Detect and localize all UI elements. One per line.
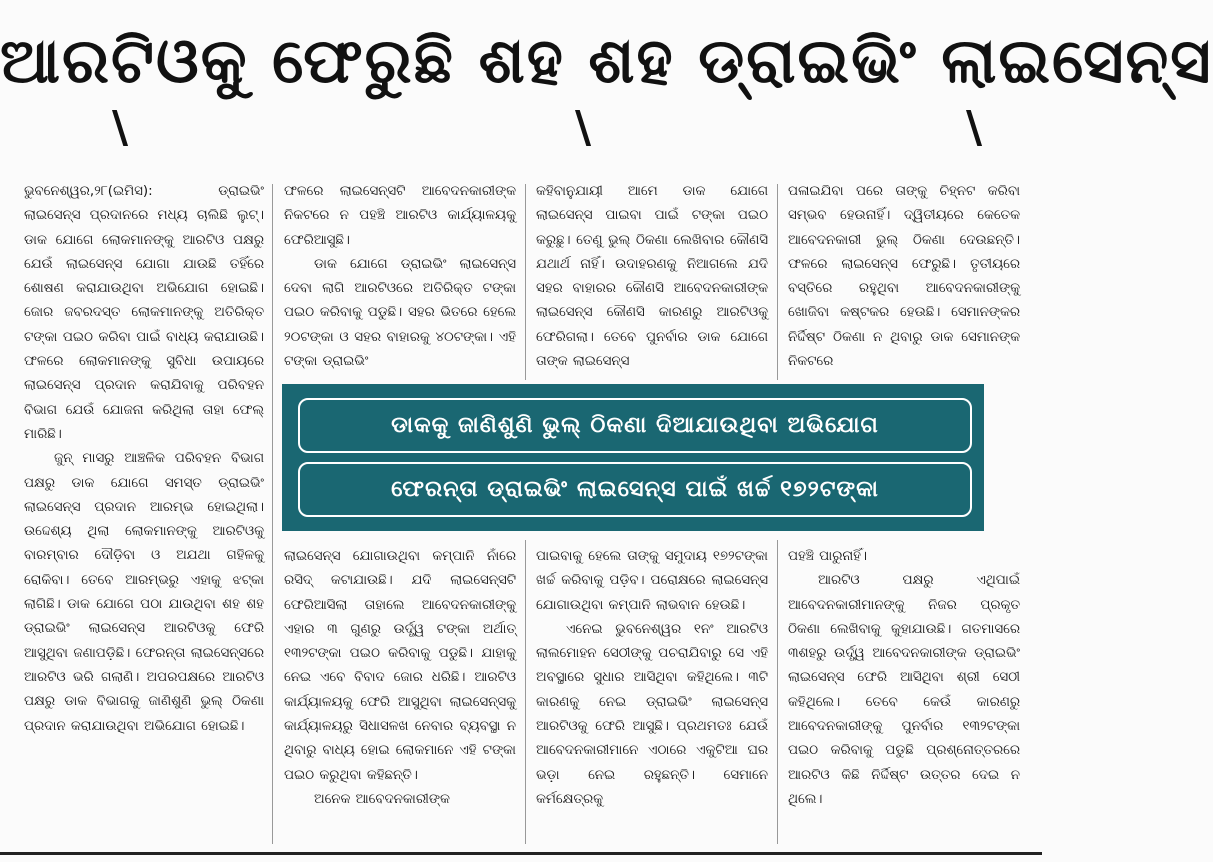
paragraph: ଏନେଇ ଭୁବନେଶ୍ୱର ୧ନଂ ଆରଟିଓ ଲାଲମୋହନ ସେଠୀଙ୍କୁ ପଚରାଯିବାରୁ ସେ ଏହି ଅବସ୍ଥାରେ ସୁଧାର ଆସିଥିବା କହିଥିଲେ। ୩ଟି କାରଣକୁ ନେଇ ଡ୍ରାଇଭିଂ ଲାଇସେନ୍ସ ଆରଟିଓକୁ ଫେରି ଆସୁଛି। ପ୍ରଥମତଃ ଯେଉଁ ଆବେଦନକାରୀମାନେ ଏଠାରେ ଏକୁଟିଆ ଘର ଭଡ଼ା ନେଇ ରହୁଛନ୍ତି। ସେମାନେ କର୍ମକ୍ଷେତ୍ରକୁ [536, 621, 768, 807]
paragraph: ଡାକ ଯୋଗେ ଡ୍ରାଇଭିଂ ଲାଇସେନ୍ସ ଦେବା ଲାଗି ଆରଟିଓରେ ଅତିରିକ୍ତ ଟଙ୍କା ପଇଠ କରିବାକୁ ପଡୁଛି। ସହର ଭିତରେ ହେଲେ ୨୦ଟଙ୍କା ଓ ସହର ବାହାରକୁ ୪୦ଟଙ୍କା। ଏହି ଟଙ୍କା ଡ୍ରାଇଭିଂ [284, 256, 516, 370]
paragraph: ପହଞ୍ଚି ପାରୁନାହିଁ। [788, 549, 867, 564]
column-rule-2 [525, 184, 526, 380]
column-rule-1 [272, 184, 273, 844]
banner-line-1: ଡାକକୁ ଜାଣିଶୁଣି ଭୁଲ୍ ଠିକଣା ଦିଆଯାଉଥିବା ଅଭିଯୋଗ [298, 398, 972, 453]
headline-decoration-left: \ [112, 102, 129, 153]
column-rule-3 [777, 184, 778, 380]
column-rule-3-lower [777, 540, 778, 844]
headline-decoration-right: \ [966, 102, 983, 153]
article-column-1 [24, 180, 264, 850]
paragraph: ଫଳରେ ଲାଇସେନ୍ସଟି ଆବେଦନକାରୀଙ୍କ ନିକଟରେ ନ ପହଞ୍ଚି ଆରଟିଓ କାର୍ଯ୍ୟାଳୟକୁ ଫେରିଆସୁଛି। [284, 184, 516, 248]
paragraph: ଭୁବନେଶ୍ୱର,୨୮(ଇମିସ): ଡ୍ରାଇଭିଂ ଲାଇସେନ୍ସ ପ୍ରଦାନରେ ମଧ୍ୟ ଚାଲିଛି ଲୁଟ୍। ଡାକ ଯୋଗେ ଲୋକମାନଙ୍କୁ ଆରଟିଓ ପକ୍ଷରୁ ଯେଉଁ ଲାଇସେନ୍ସ ଯୋଗା ଯାଉଛି ତହିଁରେ ଶୋଷଣ କରାଯାଉଥିବା ଅଭିଯୋଗ ହୋଇଛି। ଜୋର ଜବରଦସ୍ତ ଲୋକମାନଙ୍କୁ ଅତିରିକ୍ତ ଟଙ୍କା ପଇଠ କରିବା ପାଇଁ ବାଧ୍ୟ କରାଯାଉଛି। ଫଳରେ ଲୋକମାନଙ୍କୁ ସୁବିଧା ଉପାୟରେ ଲାଇସେନ୍ସ ପ୍ରଦାନ କରାଯିବାକୁ ପରିବହନ ବିଭାଗ ଯେଉଁ ଯୋଜନା କରିଥିଲା ତାହା ଫେଲ୍ ମାରିଛି। [24, 184, 264, 442]
paragraph: ଲାଇସେନ୍ସ ଯୋଗାଉଥିବା କମ୍ପାନି ନାଁରେ ରସିଦ୍ କଟାଯାଉଛି। ଯଦି ଲାଇସେନ୍ସଟି ଫେରିଆସିଲା ତାହାଲେ ଆବେଦନକାରୀଙ୍କୁ ଏହାର ୩ ଗୁଣରୁ ଉର୍ଦ୍ଧ୍ୱ ଟଙ୍କା ଅର୍ଥାତ୍ ୧୩୨ଟଙ୍କା ପଇଠ କରିବାକୁ ପଡୁଛି। ଯାହାକୁ ନେଇ ଏବେ ବିବାଦ ଜୋର ଧରିଛି। ଆରଟିଓ କାର୍ଯ୍ୟାଳୟକୁ ଫେରି ଆସୁଥିବା ଲାଇସେନ୍ସକୁ କାର୍ଯ୍ୟାଳୟରୁ ସିଧାସଳଖ ନେବାର ବ୍ୟବସ୍ଥା ନ ଥିବାରୁ ବାଧ୍ୟ ହୋଇ ଲୋକମାନେ ଏହି ଟଙ୍କା ପଇଠ କରୁଥିବା କହିଛନ୍ତି। [284, 549, 516, 783]
paragraph: କହିବାନୁଯାୟୀ ଆମେ ଡାକ ଯୋଗେ ଲାଇସେନ୍ସ ପାଇବା ପାଇଁ ଟଙ୍କା ପଇଠ କରୁଛୁ। ତେଣୁ ଭୁଲ୍ ଠିକଣା ଲେଖିବାର କୌଣସି ଯଥାର୍ଥ ନାହିଁ। ଉଦାହରଣକୁ ନିଆଗଲେ ଯଦି ସହର ବାହାରର କୌଣସି ଆବେଦନକାରୀଙ୍କ ଲାଇସେନ୍ସ କୌଣସି କାରଣରୁ ଆରଟିଓକୁ ଫେରିଗଲା। ତେବେ ପୁନର୍ବାର ଡାକ ଯୋଗେ ତାଙ୍କ ଲାଇସେନ୍ସ [536, 184, 768, 370]
headline: ଆରଟିଓକୁ ଫେରୁଛି ଶହ ଶହ ଡ୍ରାଇଭିଂ ଲାଇସେନ୍ସ [0, 24, 1213, 97]
article-column-2-bottom [284, 545, 516, 845]
paragraph: ଅନେକ ଆବେଦନକାରୀଙ୍କ [314, 791, 450, 807]
column-rule-2-lower [525, 540, 526, 844]
banner-line-2: ଫେରନ୍ତା ଡ୍ରାଇଭିଂ ଲାଇସେନ୍ସ ପାଇଁ ଖର୍ଚ୍ଚ ୧୭୨ଟଙ୍କା [298, 462, 972, 517]
article-column-4-bottom [788, 545, 1020, 845]
paragraph: ପାଇବାକୁ ହେଲେ ତାଙ୍କୁ ସମୁଦାୟ ୧୭୨ଟଙ୍କା ଖର୍ଚ୍ଚ କରିବାକୁ ପଡ଼ିବ। ପରୋକ୍ଷରେ ଲାଇସେନ୍ସ ଯୋଗାଉଥିବା କମ୍ପାନି ଲାଭବାନ ହେଉଛି। [536, 549, 768, 613]
article-column-2-top [284, 180, 516, 378]
headline-decoration-middle: \ [575, 102, 592, 153]
article-column-4-top [788, 180, 1020, 378]
article-column-3-bottom [536, 545, 768, 845]
paragraph: ପଳାଇଯିବା ପରେ ତାଙ୍କୁ ଚିହ୍ନଟ କରିବା ସମ୍ଭବ ହେଉନାହିଁ। ଦ୍ୱିତୀୟରେ କେତେକ ଆବେଦନକାରୀ ଭୁଲ୍ ଠିକଣା ଦେଉଛନ୍ତି। ଫଳରେ ଲାଇସେନ୍ସ ଫେରୁଛି। ତୃତୀୟରେ ବସ୍ତିରେ ରହୁଥିବା ଆବେଦନକାରୀଙ୍କୁ ଖୋଜିବା କଷ୍ଟକର ହେଉଛି। ସେମାନଙ୍କର ନିର୍ଦ୍ଦିଷ୍ଟ ଠିକଣା ନ ଥିବାରୁ ଡାକ ସେମାନଙ୍କ ନିକଟରେ [788, 184, 1020, 370]
paragraph: ଜୁନ୍ ମାସରୁ ଆଞ୍ଚଳିକ ପରିବହନ ବିଭାଗ ପକ୍ଷରୁ ଡାକ ଯୋଗେ ସମସ୍ତ ଡ୍ରାଇଭିଂ ଲାଇସେନ୍ସ ପ୍ରଦାନ ଆରମ୍ଭ ହୋଇଥିଲା। ଉଦ୍ଦେଶ୍ୟ ଥିଲା ଲୋକମାନଙ୍କୁ ଆରଟିଓକୁ ବାରମ୍ବାର ଦୌଡ଼ିବା ଓ ଅଯଥା ଗହିଳକୁ ରୋକିବା। ତେବେ ଆରମ୍ଭରୁ ଏହାକୁ ଝଟ୍କା ଲାଗିଛି। ଡାକ ଯୋଗେ ପଠା ଯାଉଥିବା ଶହ ଶହ ଡ୍ରାଇଭିଂ ଲାଇସେନ୍ସ ଆରଟିଓକୁ ଫେରି ଆସୁଥିବା ଜଣାପଡ଼ିଛି। ଫେରନ୍ତା ଲାଇସେନ୍ସରେ ଆରଟିଓ ଭରି ଗଲାଣି। ଅପରପକ୍ଷରେ ଆରଟିଓ ପକ୍ଷରୁ ଡାକ ବିଭାଗକୁ ଜାଣିଶୁଣି ଭୁଲ୍ ଠିକଣା ପ୍ରଦାନ କରାଯାଉଥିବା ଅଭିଯୋଗ ହୋଇଛି। [24, 451, 264, 734]
article-column-3-top [536, 180, 768, 378]
paragraph: ଆରଟିଓ ପକ୍ଷରୁ ଏଥିପାଇଁ ଆବେଦନକାରୀମାନଙ୍କୁ ନିଜର ପ୍ରକୃତ ଠିକଣା ଲେଖିବାକୁ କୁହାଯାଉଛି। ଗତମାସରେ ୩ଶହରୁ ଉର୍ଦ୍ଧ୍ୱ ଆବେଦନକାରୀଙ୍କ ଡ୍ରାଇଭିଂ ଲାଇସେନ୍ସ ଫେରି ଆସିଥିବା ଶ୍ରୀ ସେଠୀ କହିଥିଲେ। ତେବେ କେଉଁ କାରଣରୁ ଆବେଦନକାରୀଙ୍କୁ ପୁନର୍ବାର ୧୩୨ଟଙ୍କା ପଇଠ କରିବାକୁ ପଡୁଛି ପ୍ରଶ୍ନୋତ୍ତରରେ ଆରଟିଓ କିଛି ନିର୍ଦ୍ଦିଷ୍ଟ ଉତ୍ତର ଦେଇ ନ ଥିଲେ। [788, 573, 1020, 807]
highlight-banner [280, 382, 986, 533]
bottom-rule [0, 852, 1042, 855]
